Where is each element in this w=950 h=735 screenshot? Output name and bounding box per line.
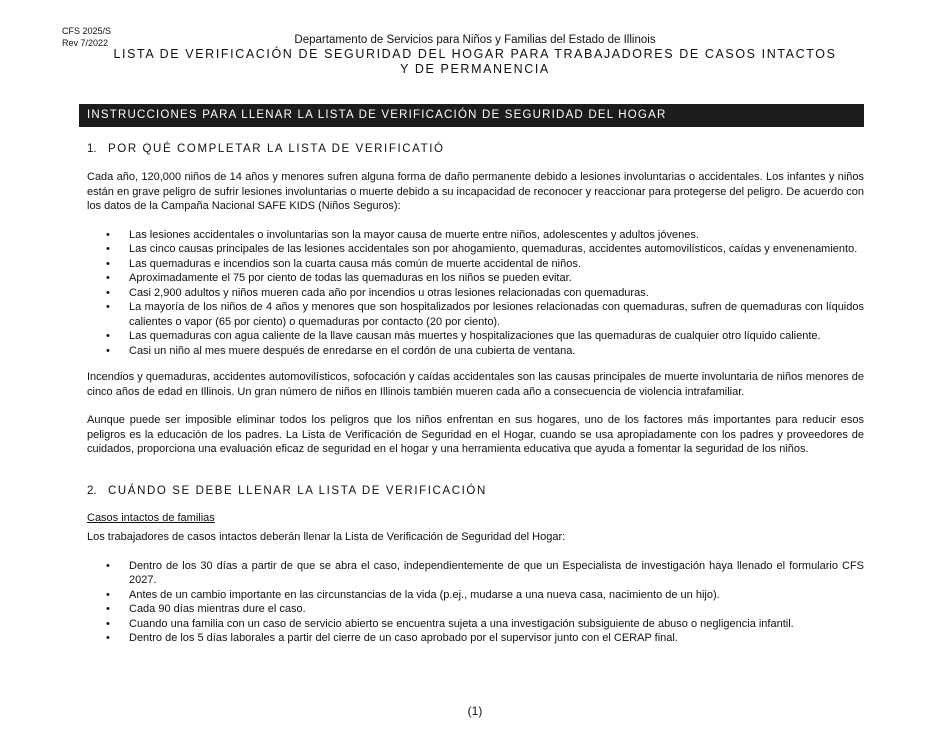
section1-number: 1. [87, 143, 97, 155]
section1-intro-paragraph: Cada año, 120,000 niños de 14 años y menores sufren alguna forma de daño permanente debido a lesiones involuntarias o accidentales. Los infantes y niños están en grave peligro de sufrir lesiones involuntarias o muerte debido a su incapacidad de reconocer y reaccionar para protegerse del peligro. De acuerdo con los datos de la Campaña Nacional SAFE KIDS (Niños Seguros): [87, 171, 864, 212]
list-item: • Casi 2,900 adultos y niños mueren cada año por incendios u otras lesiones relacionadas con quemaduras. [87, 286, 864, 301]
page-number: (1) [467, 704, 483, 718]
department-name: Departamento de Servicios para Niños y Familias del Estado de Illinois [294, 34, 656, 46]
section1-bullet-list [87, 228, 864, 359]
section2-intro: Los trabajadores de casos intactos deberán llenar la Lista de Verificación de Seguridad del Hogar: [87, 531, 566, 543]
list-item: • Las quemaduras con agua caliente de la llave causan más muertes y hospitalizaciones que las quemaduras de cualquier otro líquido caliente. [87, 329, 864, 344]
list-item: • Las quemaduras e incendios son la cuarta causa más común de muerte accidental de niños. [87, 257, 864, 272]
list-item: • Las cinco causas principales de las lesiones accidentales son por ahogamiento, quemaduras, accidentes automovilísticos, caídas y envenenamiento. [87, 242, 864, 257]
list-item: • Cada 90 días mientras dure el caso. [87, 602, 864, 617]
list-item: • La mayoría de los niños de 4 años y menores que son hospitalizados por lesiones relacionadas con quemaduras, sufren de quemaduras con líquidos calientes o vapor (65 por ciento) o quemaduras por contacto (20 por ciento). [87, 300, 864, 329]
section2-subheading: Casos intactos de familias [87, 511, 215, 524]
section1-paragraph-3: Aunque puede ser imposible eliminar todos los peligros que los niños enfrentan en sus hogares, uno de los factores más importantes para reducir esos peligros es la educación de los padres. La Lista de Verificación de Seguridad en el Hogar, cuando se usa apropiadamente con los padres y proveedores de cuidados, proporciona una evaluación eficaz de seguridad en el hogar y una herramienta educativa que ayuda a fomentar la seguridad de los niños. [87, 414, 864, 455]
instructions-banner: INSTRUCCIONES PARA LLENAR LA LISTA DE VERIFICACIÓN DE SEGURIDAD DEL HOGAR [79, 104, 864, 127]
section1-title: POR QUÉ COMPLETAR LA LISTA DE VERIFICATIÓ [108, 143, 445, 155]
list-item: • Las lesiones accidentales o involuntarias son la mayor causa de muerte entre niños, adolescentes y adultos jóvenes. [87, 228, 864, 243]
list-item: • Antes de un cambio importante en las circunstancias de la vida (p.ej., mudarse a una nueva casa, nacimiento de un hijo). [87, 588, 864, 603]
form-code: CFS 2025/S [62, 26, 112, 36]
section2-number: 2. [87, 484, 97, 497]
section2-title: CUÁNDO SE DEBE LLENAR LA LISTA DE VERIFICACIÓN [108, 484, 487, 497]
list-item: • Dentro de los 30 días a partir de que se abra el caso, independientemente de que un Especialista de investigación haya llenado el formulario CFS 2027. [87, 559, 864, 588]
section1-paragraph-2: Incendios y quemaduras, accidentes automovilísticos, sofocación y caídas accidentales son las causas principales de muerte involuntaria de niños menores de cinco años de edad en Illinois. Un gran número de niños en Illinois también mueren cada año a consecuencia de violencia intrafamiliar. [87, 371, 864, 398]
form-revision: Rev 7/2022 [62, 38, 109, 48]
document-header [100, 34, 850, 77]
section1-heading [87, 142, 864, 157]
section2-heading [87, 484, 864, 499]
document-title-line2: Y DE PERMANENCIA [400, 62, 550, 76]
list-item: • Dentro de los 5 días laborales a partir del cierre de un caso aprobado por el supervisor junto con el CERAP final. [87, 631, 864, 646]
section-spacer [87, 457, 864, 484]
list-item: • Casi un niño al mes muere después de enredarse en el cordón de una cubierta de ventana. [87, 344, 864, 359]
list-item: • Aproximadamente el 75 por ciento de todas las quemaduras en los niños se pueden evitar. [87, 271, 864, 286]
list-item: • Cuando una familia con un caso de servicio abierto se encuentra sujeta a una investigación subsiguiente de abuso o negligencia infantil. [87, 617, 864, 632]
document-body [87, 142, 864, 646]
section2-bullet-list [87, 559, 864, 646]
document-title-line1: LISTA DE VERIFICACIÓN DE SEGURIDAD DEL HOGAR PARA TRABAJADORES DE CASOS INTACTOS [113, 47, 837, 61]
